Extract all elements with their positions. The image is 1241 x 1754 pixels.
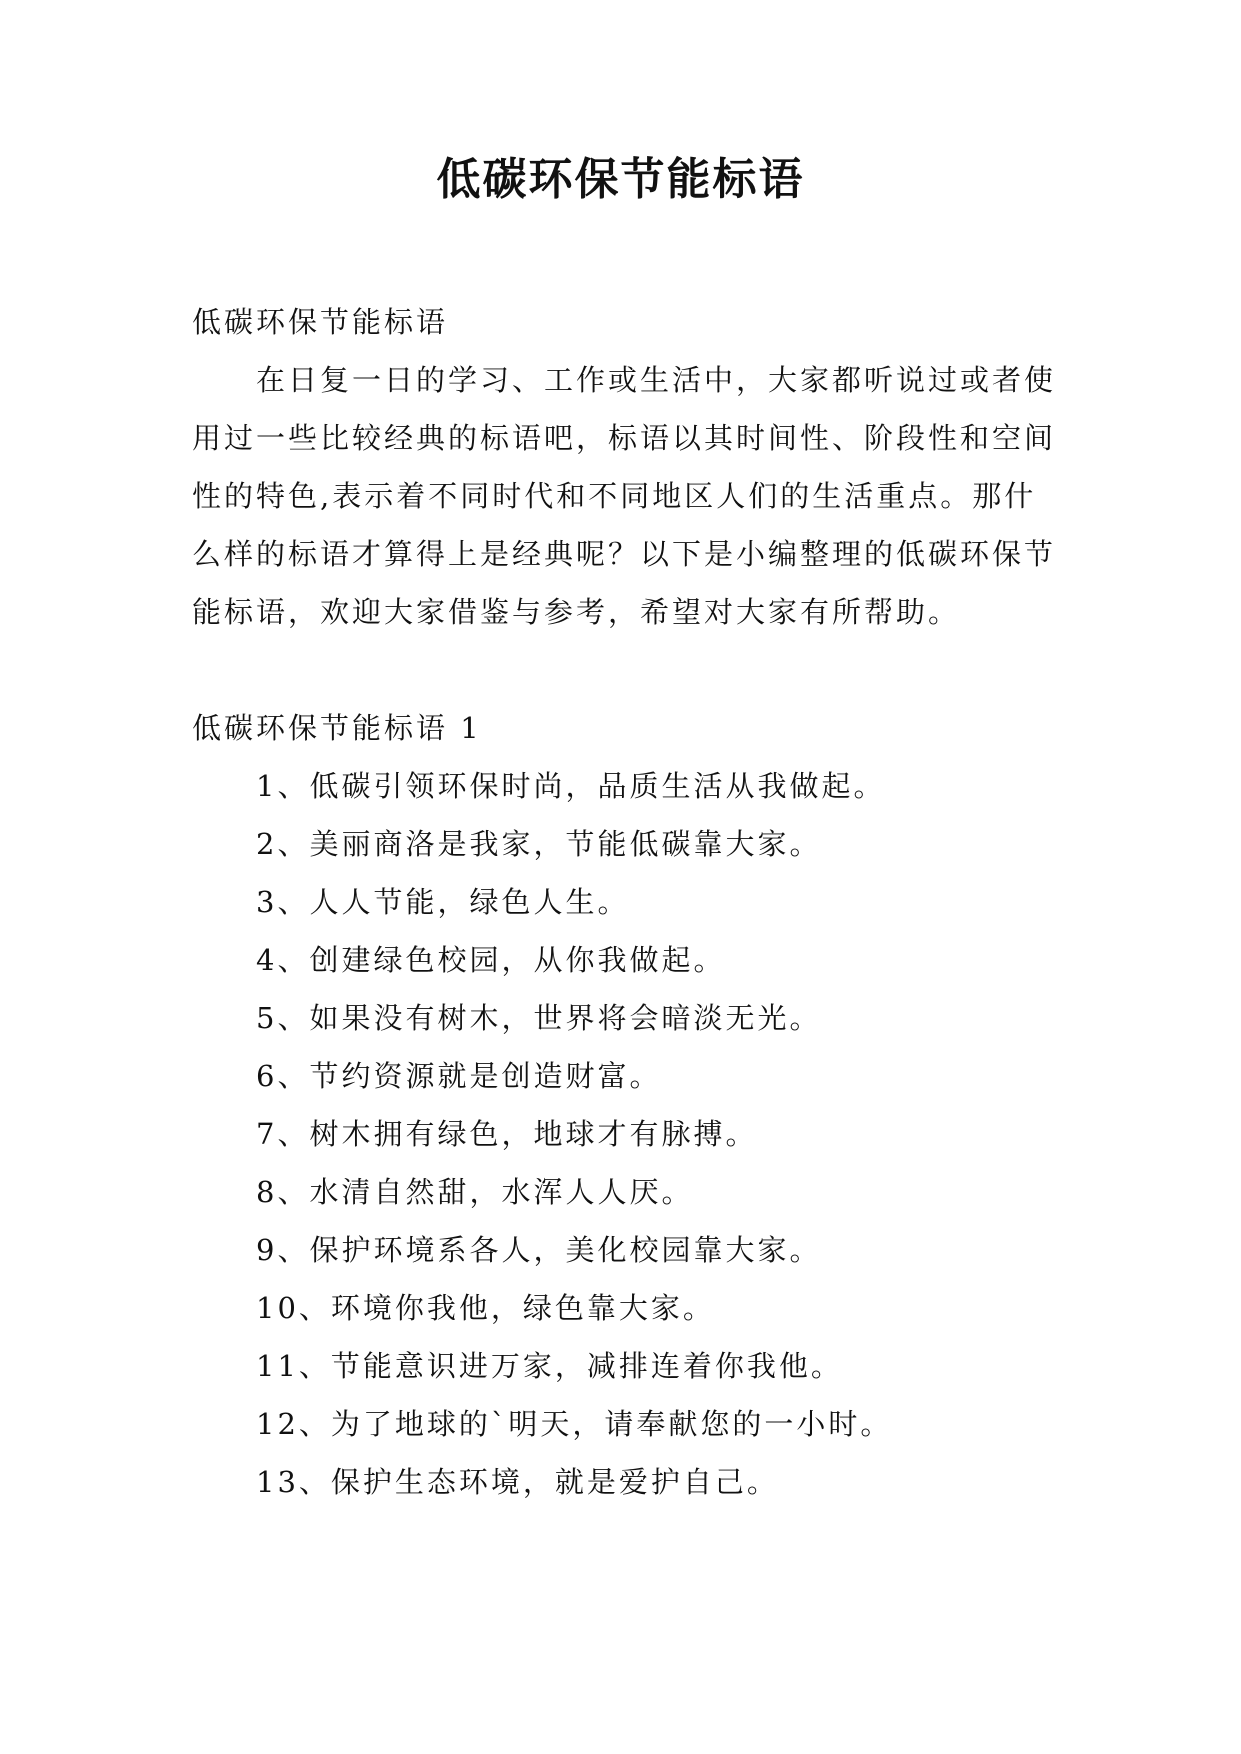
slogan-item: 9、保护环境系各人，美化校园靠大家。 [256,1233,822,1267]
document-subtitle: 低碳环保节能标语 [192,305,449,339]
slogan-item: 5、如果没有树木，世界将会暗淡无光。 [256,1001,822,1035]
slogan-item: 4、创建绿色校园，从你我做起。 [256,943,726,977]
slogan-item: 10、环境你我他，绿色靠大家。 [256,1291,715,1325]
document-body [192,293,1062,1511]
slogan-item: 3、人人节能，绿色人生。 [256,885,630,919]
slogan-item: 11、节能意识进万家，减排连着你我他。 [256,1349,843,1383]
slogan-item: 8、水清自然甜，水浑人人厌。 [256,1175,694,1209]
section-heading: 低碳环保节能标语 1 [192,711,482,745]
slogan-item: 2、美丽商洛是我家，节能低碳靠大家。 [256,827,822,861]
intro-paragraph: 在日复一日的学习、工作或生活中，大家都听说过或者使用过一些比较经典的标语吧，标语以其时间性、阶段性和空间性的特色,表示着不同时代和不同地区人们的生活重点。那什么样的标语才算得上是经典呢？以下是小编整理的低碳环保节能标语，欢迎大家借鉴与参考，希望对大家有所帮助。 [192,363,1057,629]
slogan-list [192,757,1062,1511]
slogan-item: 7、树木拥有绿色，地球才有脉搏。 [256,1117,758,1151]
slogan-item: 12、为了地球的`明天，请奉献您的一小时。 [256,1407,893,1441]
document-title: 低碳环保节能标语 [436,154,805,205]
slogan-item: 6、节约资源就是创造财富。 [256,1059,662,1093]
slogan-item: 1、低碳引领环保时尚，品质生活从我做起。 [256,769,886,803]
slogan-item: 13、保护生态环境，就是爱护自己。 [256,1465,779,1499]
